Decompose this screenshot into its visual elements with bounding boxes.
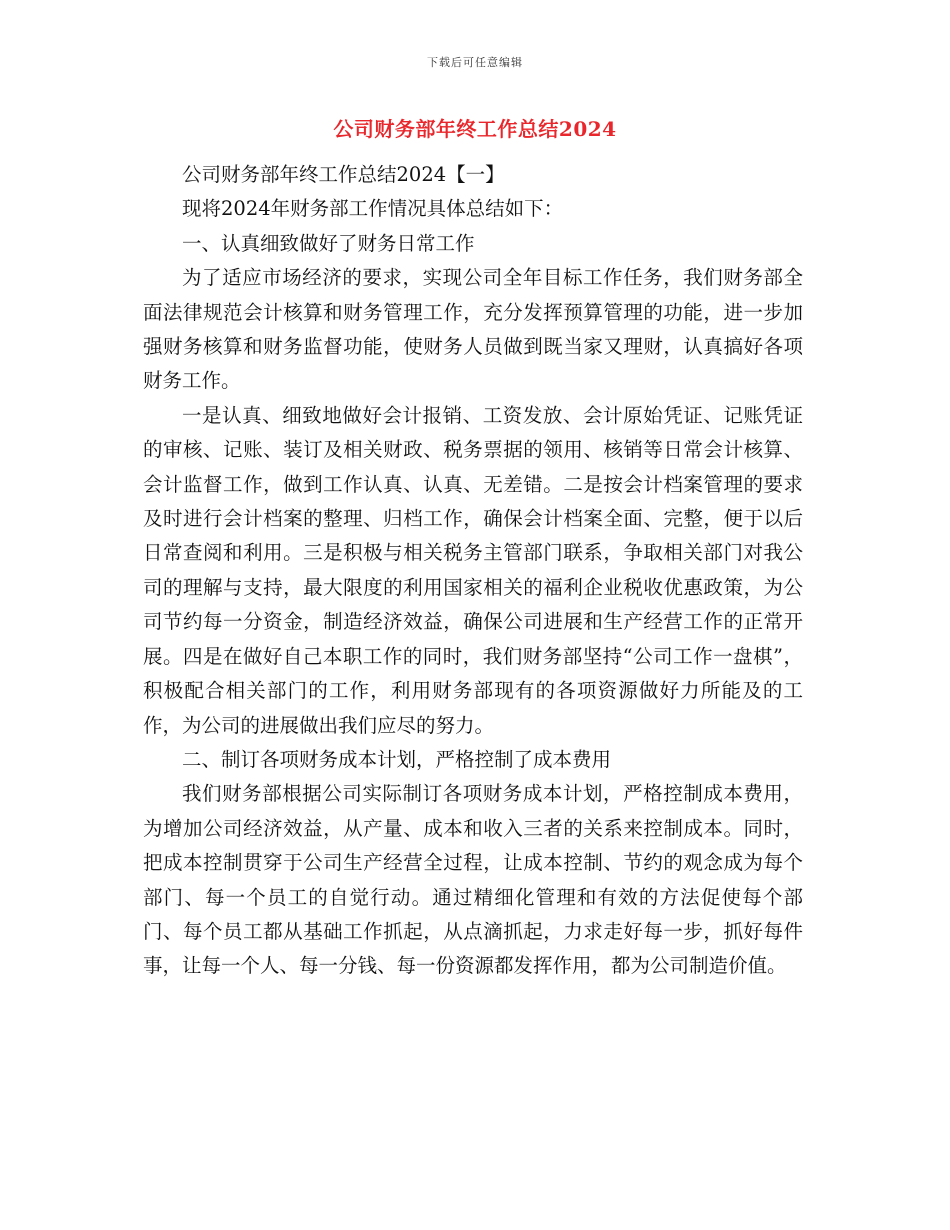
subheading-one: 一、认真细致做好了财务日常工作 — [182, 231, 475, 255]
section-heading: 公司财务部年终工作总结2024【一】 — [182, 163, 505, 186]
intro-paragraph: 现将2024年财务部工作情况具体总结如下： — [182, 197, 564, 221]
document-body — [143, 158, 803, 984]
body-paragraph: 为了适应市场经济的要求，实现公司全年目标工作任务，我们财务部全面法律规范会计核算和财务管理工作，充分发挥预算管理的功能，进一步加强财务核算和财务监督功能，使财务人员做到既当家又理财，认真搞好各项财务工作。 — [143, 266, 803, 393]
document-title: 公司财务部年终工作总结2024 — [333, 117, 617, 141]
page-header-note: 下载后可任意编辑 — [427, 56, 523, 69]
body-paragraph: 一是认真、细致地做好会计报销、工资发放、会计原始凭证、记账凭证的审核、记账、装订及相关财政、税务票据的领用、核销等日常会计核算、会计监督工作，做到工作认真、认真、无差错。二是按会计档案管理的要求及时进行会计档案的整理、归档工作，确保会计档案全面、完整，便于以后日常查阅和利用。三是积极与相关税务主管部门联系，争取相关部门对我公司的理解与支持，最大限度的利用国家相关的福利企业税收优惠政策，为公司节约每一分资金，制造经济效益，确保公司进展和生产经营工作的正常开展。四是在做好自己本职工作的同时，我们财务部坚持“公司工作一盘棋”，积极配合相关部门的工作，利用财务部现有的各项资源做好力所能及的工作，为公司的进展做出我们应尽的努力。 — [143, 403, 803, 737]
body-paragraph: 我们财务部根据公司实际制订各项财务成本计划，严格控制成本费用，为增加公司经济效益，从产量、成本和收入三者的关系来控制成本。同时，把成本控制贯穿于公司生产经营全过程，让成本控制、节约的观念成为每个部门、每一个员工的自觉行动。通过精细化管理和有效的方法促使每个部门、每个员工都从基础工作抓起，从点滴抓起，力求走好每一步，抓好每件事，让每一个人、每一分钱、每一份资源都发挥作用，都为公司制造价值。 — [143, 782, 803, 978]
subheading-two: 二、制订各项财务成本计划，严格控制了成本费用 — [182, 747, 612, 771]
